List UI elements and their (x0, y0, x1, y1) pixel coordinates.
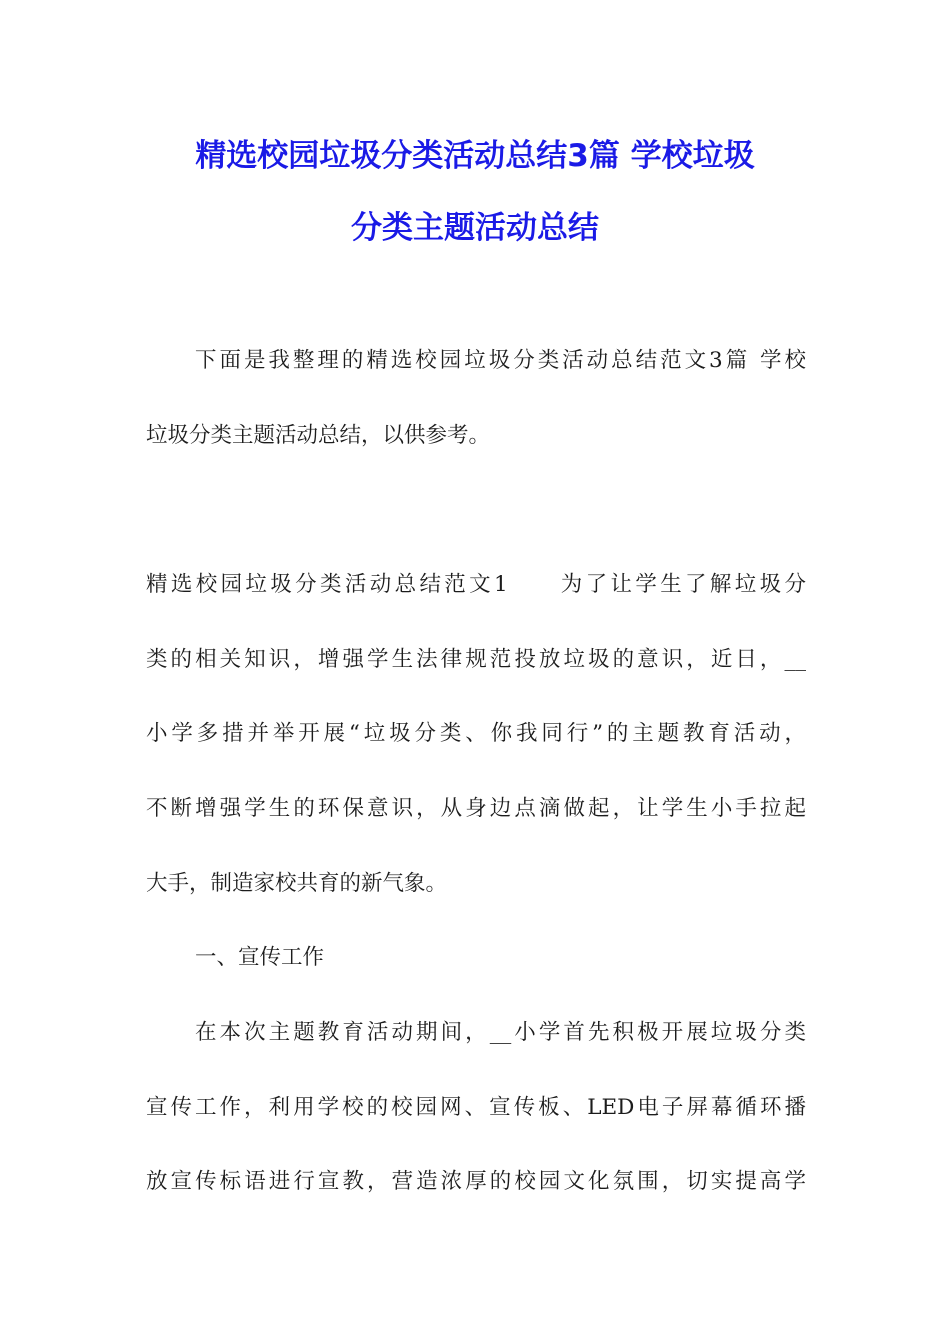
body-paragraph-line: 放宣传标语进行宣教，营造浓厚的校园文化氛围，切实提高学 (146, 1169, 806, 1194)
body-paragraph-line: 在本次主题教育活动期间，__小学首先积极开展垃圾分类 (195, 1020, 806, 1045)
body-paragraph-line: 精选校园垃圾分类活动总结范文1 为了让学生了解垃圾分 (146, 572, 806, 597)
body-paragraph-line: 大手，制造家校共育的新气象。 (146, 871, 448, 896)
intro-paragraph-line-1: 下面是我整理的精选校园垃圾分类活动总结范文3篇 学校 (195, 348, 806, 373)
section-heading: 一、宣传工作 (195, 945, 325, 970)
body-paragraph-line: 类的相关知识，增强学生法律规范投放垃圾的意识，近日，__ (146, 647, 806, 672)
body-paragraph-line: 宣传工作，利用学校的校园网、宣传板、LED电子屏幕循环播 (146, 1095, 806, 1120)
document-title-line-2: 分类主题活动总结 (351, 210, 599, 246)
document-title-line-1: 精选校园垃圾分类活动总结3篇 学校垃圾 (195, 138, 755, 174)
body-paragraph-line: 不断增强学生的环保意识，从身边点滴做起，让学生小手拉起 (146, 796, 806, 821)
intro-paragraph-line-2: 垃圾分类主题活动总结，以供参考。 (146, 423, 491, 448)
body-paragraph-line: 小学多措并举开展“垃圾分类、你我同行”的主题教育活动， (146, 721, 806, 746)
